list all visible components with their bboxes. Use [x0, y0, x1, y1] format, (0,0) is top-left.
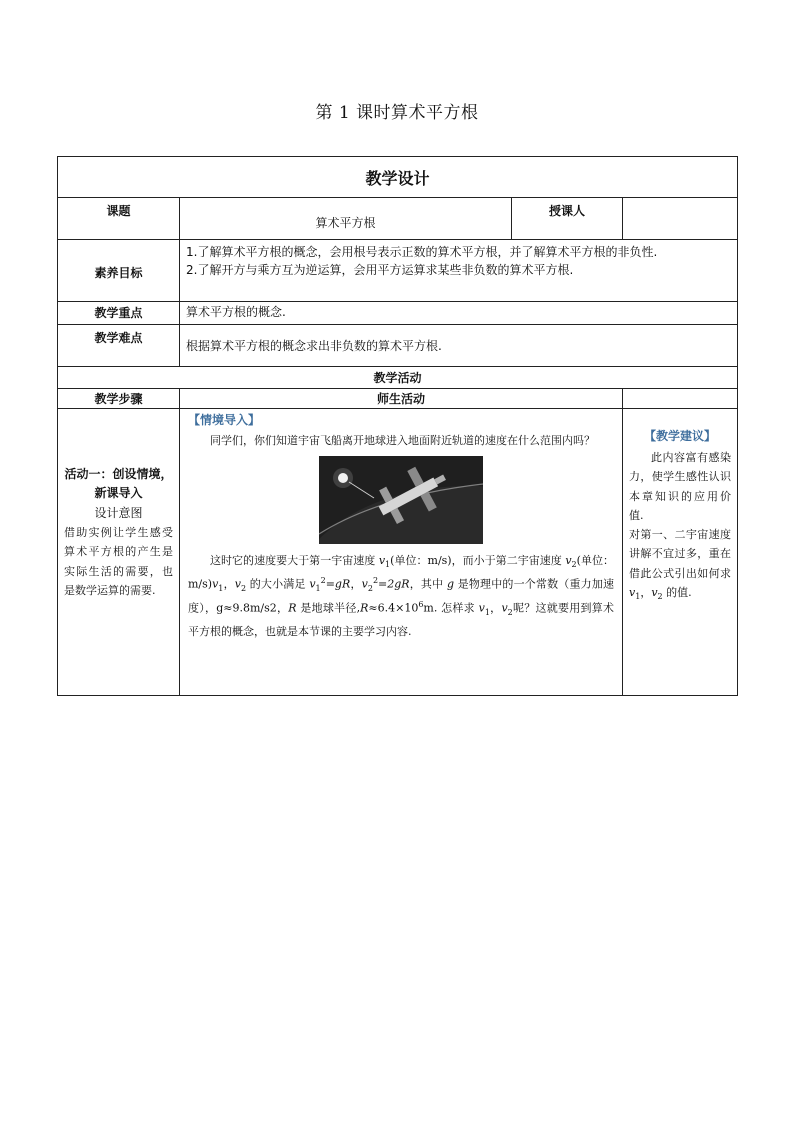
table-title: 教学设计: [58, 157, 738, 198]
intro-paragraph: 同学们，你们知道宇宙飞船离开地球进入地面附近轨道的速度在什么范围内吗？: [210, 434, 595, 447]
topic-value: 算术平方根: [180, 198, 512, 240]
goal-item-1: 1.了解算术平方根的概念，会用根号表示正数的算术平方根，并了解算术平方根的非负性.: [186, 245, 658, 259]
difficulty-label: 教学难点: [58, 325, 180, 367]
speed-paragraph: 这时它的速度要大于第一宇宙速度 $v_1$(单位：m/s)，而小于第二宇宙速度 $v_2$(单位：$m/s)v_1$，$v_2$ 的大小满足 $v_1^2=gR$，$v_2^2=2gR$，其中 g 是物理中的一个常数（重力加速度），g≈9.8m/s2，R 是地球半径$,R\approx 6.4\times 10^6m$. 怎样求 $v_1$，$v_2$呢？这就要用到算术平方根的概念，也就是本节课的主要学习内容.: [188, 554, 615, 638]
suggestion-cell: [623, 409, 738, 696]
teacher-student-header: 师生活动: [180, 389, 623, 409]
steps-header: 教学步骤: [58, 389, 180, 409]
goal-item-2: 2.了解开方与乘方互为逆运算，会用平方运算求某些非负数的算术平方根.: [186, 263, 574, 277]
activity-cell: [58, 409, 180, 696]
suggestion-text-1: 此内容富有感染力，使学生感性认识本章知识的应用价值.: [629, 451, 732, 522]
suggestion-text-2: 对第一、二宇宙速度讲解不宜过多，重在借此公式引出如何求 $v_1$，$v_2$ 的值.: [629, 528, 732, 601]
goal-label: 素养目标: [58, 240, 180, 302]
lesson-plan-table: [57, 156, 738, 696]
activity-title: 活动一：创设情境，新课导入: [64, 467, 173, 500]
teacher-label: 授课人: [512, 198, 623, 240]
key-value: 算术平方根的概念.: [180, 302, 738, 325]
situation-tag: 【情境导入】: [188, 413, 261, 427]
activities-header: 教学活动: [58, 367, 738, 389]
teacher-value: [623, 198, 738, 240]
page-title: 第 1 课时算术平方根: [315, 103, 479, 123]
intent-text: 借助实例让学生感受算术平方根的产生是实际生活的需要，也是数学运算的需要.: [64, 526, 173, 597]
goal-text: [180, 240, 738, 302]
main-activity-cell: [180, 409, 623, 696]
suggestion-tag: 【教学建议】: [644, 429, 717, 443]
topic-label: 课题: [58, 198, 180, 240]
key-label: 教学重点: [58, 302, 180, 325]
intent-label: 设计意图: [94, 506, 143, 521]
difficulty-value: 根据算术平方根的概念求出非负数的算术平方根.: [180, 325, 738, 367]
blank-header-cell: [623, 389, 738, 409]
space-station-photo: [319, 456, 483, 544]
